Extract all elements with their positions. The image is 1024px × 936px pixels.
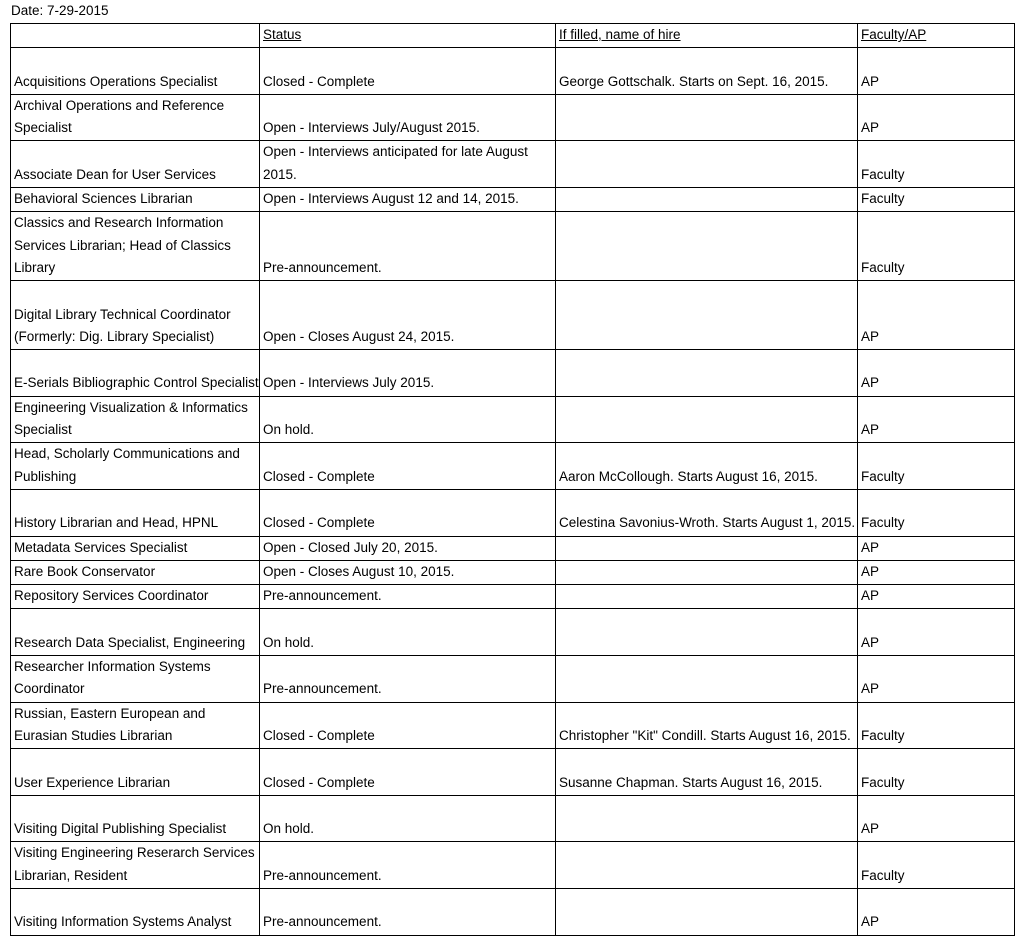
cell-position	[11, 842, 260, 889]
cell-status-text: Closed - Complete	[263, 73, 375, 89]
cell-status	[260, 396, 556, 443]
cell-type	[858, 888, 1015, 935]
cell-hire-text: Susanne Chapman. Starts August 16, 2015.	[559, 774, 823, 790]
cell-type	[858, 585, 1015, 609]
column-header-position	[11, 24, 260, 48]
column-header-status: Status	[260, 24, 556, 48]
cell-status	[260, 795, 556, 842]
cell-type-text: AP	[861, 563, 880, 579]
cell-spacer	[861, 235, 1014, 257]
cell-status-text: Pre-announcement.	[263, 259, 382, 275]
cell-position	[11, 443, 260, 490]
cell-spacer	[263, 796, 555, 818]
cell-type	[858, 560, 1015, 584]
cell-type-text: AP	[861, 120, 880, 136]
cell-spacer	[14, 490, 259, 512]
cell-type	[858, 350, 1015, 397]
cell-position-text: Metadata Services Specialist	[14, 539, 188, 555]
cell-hire	[556, 795, 858, 842]
cell-hire	[556, 188, 858, 212]
column-header-type: Faculty/AP	[858, 24, 1015, 48]
cell-status-text: Pre-announcement.	[263, 588, 382, 604]
cell-hire	[556, 94, 858, 141]
cell-hire	[556, 560, 858, 584]
cell-type-text: Faculty	[861, 727, 905, 743]
hiring-status-table	[10, 23, 1015, 936]
cell-spacer	[263, 235, 555, 257]
cell-spacer	[263, 490, 555, 512]
table-row	[11, 188, 1015, 212]
cell-type	[858, 48, 1015, 95]
cell-hire	[556, 585, 858, 609]
cell-type-text: Faculty	[861, 191, 905, 207]
cell-spacer	[263, 443, 555, 465]
cell-hire-text: Christopher "Kit" Condill. Starts August 16, 2015.	[559, 727, 851, 743]
cell-type-text: AP	[861, 328, 880, 344]
cell-type-text: Faculty	[861, 774, 905, 790]
cell-hire	[556, 212, 858, 281]
cell-type	[858, 396, 1015, 443]
cell-status	[260, 48, 556, 95]
cell-hire	[556, 702, 858, 749]
cell-hire	[556, 656, 858, 703]
cell-position	[11, 656, 260, 703]
cell-status-text: Open - Closes August 10, 2015.	[263, 563, 455, 579]
cell-position	[11, 281, 260, 350]
cell-status	[260, 536, 556, 560]
table-row	[11, 94, 1015, 141]
table-row	[11, 585, 1015, 609]
cell-type	[858, 749, 1015, 796]
cell-position-text: Head, Scholarly Communications and Publishing	[14, 446, 240, 484]
cell-status-text: Pre-announcement.	[263, 867, 382, 883]
cell-spacer	[861, 703, 1014, 725]
table-row	[11, 795, 1015, 842]
cell-hire	[556, 609, 858, 656]
cell-position	[11, 489, 260, 536]
cell-status	[260, 842, 556, 889]
cell-spacer	[559, 443, 857, 465]
cell-status-text: Open - Closes August 24, 2015.	[263, 328, 455, 344]
cell-position-text: History Librarian and Head, HPNL	[14, 515, 219, 531]
cell-type-text: AP	[861, 422, 880, 438]
cell-status-text: Open - Interviews July/August 2015.	[263, 120, 480, 136]
cell-position	[11, 188, 260, 212]
table-row	[11, 609, 1015, 656]
cell-type-text: AP	[861, 914, 880, 930]
table-row	[11, 536, 1015, 560]
cell-position	[11, 212, 260, 281]
cell-hire	[556, 443, 858, 490]
cell-hire-text: George Gottschalk. Starts on Sept. 16, 2015.	[559, 73, 829, 89]
cell-spacer	[861, 842, 1014, 864]
cell-spacer	[861, 796, 1014, 818]
cell-type	[858, 489, 1015, 536]
cell-spacer	[861, 656, 1014, 678]
cell-type	[858, 141, 1015, 188]
cell-hire	[556, 536, 858, 560]
cell-spacer	[14, 796, 259, 818]
cell-type	[858, 656, 1015, 703]
cell-type-text: AP	[861, 821, 880, 837]
cell-status	[260, 350, 556, 397]
table-row	[11, 281, 1015, 350]
table-row	[11, 141, 1015, 188]
cell-position-text: Repository Services Coordinator	[14, 588, 209, 604]
cell-type-text: AP	[861, 539, 880, 555]
cell-spacer	[861, 749, 1014, 771]
cell-hire	[556, 48, 858, 95]
cell-hire	[556, 396, 858, 443]
cell-type-text: Faculty	[861, 468, 905, 484]
cell-status-text: Open - Interviews anticipated for late August 2015.	[263, 144, 528, 182]
cell-hire-text: Celestina Savonius-Wroth. Starts August 1, 2015.	[559, 515, 856, 531]
cell-type	[858, 842, 1015, 889]
table-row	[11, 396, 1015, 443]
cell-status	[260, 188, 556, 212]
cell-position-text: Visiting Engineering Reserarch Services Librarian, Resident	[14, 845, 255, 883]
cell-status-text: Closed - Complete	[263, 774, 375, 790]
cell-spacer	[14, 48, 259, 70]
cell-spacer	[861, 281, 1014, 303]
table-body	[11, 48, 1015, 935]
cell-type	[858, 702, 1015, 749]
table-row	[11, 443, 1015, 490]
cell-position	[11, 48, 260, 95]
cell-spacer	[559, 749, 857, 771]
cell-position-text: Associate Dean for User Services	[14, 166, 216, 182]
table-row	[11, 749, 1015, 796]
table-row	[11, 702, 1015, 749]
cell-spacer	[263, 889, 555, 911]
cell-position-text: Research Data Specialist, Engineering	[14, 634, 246, 650]
cell-type-text: Faculty	[861, 515, 905, 531]
cell-position	[11, 141, 260, 188]
table-row	[11, 48, 1015, 95]
cell-position-text: Classics and Research Information Services Librarian; Head of Classics Library	[14, 215, 231, 275]
cell-status-text: On hold.	[263, 422, 315, 438]
cell-spacer	[263, 656, 555, 678]
cell-spacer	[14, 141, 259, 163]
cell-spacer	[263, 703, 555, 725]
cell-spacer	[263, 281, 555, 303]
cell-position-text: Digital Library Technical Coordinator (Formerly: Dig. Library Specialist)	[14, 306, 231, 344]
cell-type	[858, 443, 1015, 490]
cell-position-text: User Experience Librarian	[14, 774, 171, 790]
cell-type	[858, 536, 1015, 560]
cell-spacer	[861, 443, 1014, 465]
cell-spacer	[263, 95, 555, 117]
cell-status-text: Closed - Complete	[263, 727, 375, 743]
cell-position	[11, 585, 260, 609]
cell-spacer	[861, 141, 1014, 163]
document-date: Date: 7-29-2015	[11, 3, 109, 18]
cell-status	[260, 281, 556, 350]
table-header	[11, 24, 1015, 48]
table-row	[11, 212, 1015, 281]
cell-spacer	[263, 397, 555, 419]
cell-hire-text: Aaron McCollough. Starts August 16, 2015.	[559, 468, 818, 484]
cell-position-text: Visiting Information Systems Analyst	[14, 914, 232, 930]
cell-spacer	[14, 749, 259, 771]
cell-spacer	[861, 397, 1014, 419]
cell-hire	[556, 842, 858, 889]
cell-status	[260, 489, 556, 536]
cell-position	[11, 350, 260, 397]
cell-status-text: Open - Closed July 20, 2015.	[263, 539, 438, 555]
cell-position	[11, 702, 260, 749]
column-header-hire: If filled, name of hire	[556, 24, 858, 48]
cell-status-text: On hold.	[263, 634, 315, 650]
cell-status	[260, 656, 556, 703]
cell-status-text: Closed - Complete	[263, 468, 375, 484]
cell-hire	[556, 749, 858, 796]
cell-status	[260, 443, 556, 490]
table-row	[11, 489, 1015, 536]
header-row	[11, 24, 1015, 48]
table-row	[11, 888, 1015, 935]
cell-position-text: Archival Operations and Reference Specialist	[14, 97, 225, 136]
cell-status	[260, 585, 556, 609]
cell-type	[858, 795, 1015, 842]
table-row	[11, 656, 1015, 703]
cell-position-text: Rare Book Conservator	[14, 563, 156, 579]
cell-spacer	[263, 212, 555, 234]
cell-status-text: Open - Interviews August 12 and 14, 2015.	[263, 191, 519, 207]
cell-spacer	[263, 48, 555, 70]
cell-spacer	[861, 609, 1014, 631]
cell-position-text: Researcher Information Systems Coordinator	[14, 659, 211, 697]
cell-position-text: Acquisitions Operations Specialist	[14, 73, 218, 89]
cell-hire	[556, 489, 858, 536]
cell-position	[11, 396, 260, 443]
cell-hire	[556, 350, 858, 397]
cell-spacer	[861, 304, 1014, 326]
cell-status	[260, 609, 556, 656]
cell-status	[260, 702, 556, 749]
cell-hire	[556, 888, 858, 935]
cell-type-text: AP	[861, 375, 880, 391]
cell-type-text: Faculty	[861, 166, 905, 182]
cell-status-text: Pre-announcement.	[263, 681, 382, 697]
cell-status	[260, 94, 556, 141]
cell-position	[11, 94, 260, 141]
cell-spacer	[861, 48, 1014, 70]
cell-spacer	[861, 95, 1014, 117]
cell-position-text: Russian, Eastern European and Eurasian Studies Librarian	[14, 705, 206, 743]
cell-spacer	[263, 304, 555, 326]
cell-status-text: Pre-announcement.	[263, 914, 382, 930]
cell-type	[858, 212, 1015, 281]
cell-status	[260, 212, 556, 281]
cell-position-text: Behavioral Sciences Librarian	[14, 191, 193, 207]
cell-type-text: AP	[861, 634, 880, 650]
cell-type	[858, 281, 1015, 350]
cell-position	[11, 749, 260, 796]
cell-type-text: AP	[861, 588, 880, 604]
cell-status	[260, 888, 556, 935]
cell-spacer	[263, 842, 555, 864]
cell-spacer	[861, 212, 1014, 234]
cell-position	[11, 609, 260, 656]
cell-status-text: On hold.	[263, 821, 315, 837]
cell-spacer	[263, 350, 555, 372]
cell-hire	[556, 141, 858, 188]
cell-hire	[556, 281, 858, 350]
cell-position	[11, 795, 260, 842]
cell-spacer	[263, 609, 555, 631]
cell-status-text: Closed - Complete	[263, 515, 375, 531]
cell-type	[858, 609, 1015, 656]
cell-type	[858, 94, 1015, 141]
cell-spacer	[861, 490, 1014, 512]
cell-position	[11, 560, 260, 584]
cell-spacer	[861, 350, 1014, 372]
cell-type-text: Faculty	[861, 259, 905, 275]
cell-position-text: E-Serials Bibliographic Control Specialist	[14, 375, 259, 391]
cell-position-text: Visiting Digital Publishing Specialist	[14, 821, 227, 837]
table-row	[11, 560, 1015, 584]
cell-status	[260, 141, 556, 188]
cell-status	[260, 560, 556, 584]
cell-spacer	[861, 889, 1014, 911]
cell-position	[11, 536, 260, 560]
cell-position-text: Engineering Visualization & Informatics Specialist	[14, 399, 248, 438]
table-row	[11, 350, 1015, 397]
cell-status	[260, 749, 556, 796]
cell-status-text: Open - Interviews July 2015.	[263, 375, 435, 391]
cell-type-text: AP	[861, 73, 880, 89]
cell-spacer	[263, 749, 555, 771]
cell-type	[858, 188, 1015, 212]
cell-position	[11, 888, 260, 935]
cell-type-text: Faculty	[861, 867, 905, 883]
table-row	[11, 842, 1015, 889]
cell-type-text: AP	[861, 681, 880, 697]
